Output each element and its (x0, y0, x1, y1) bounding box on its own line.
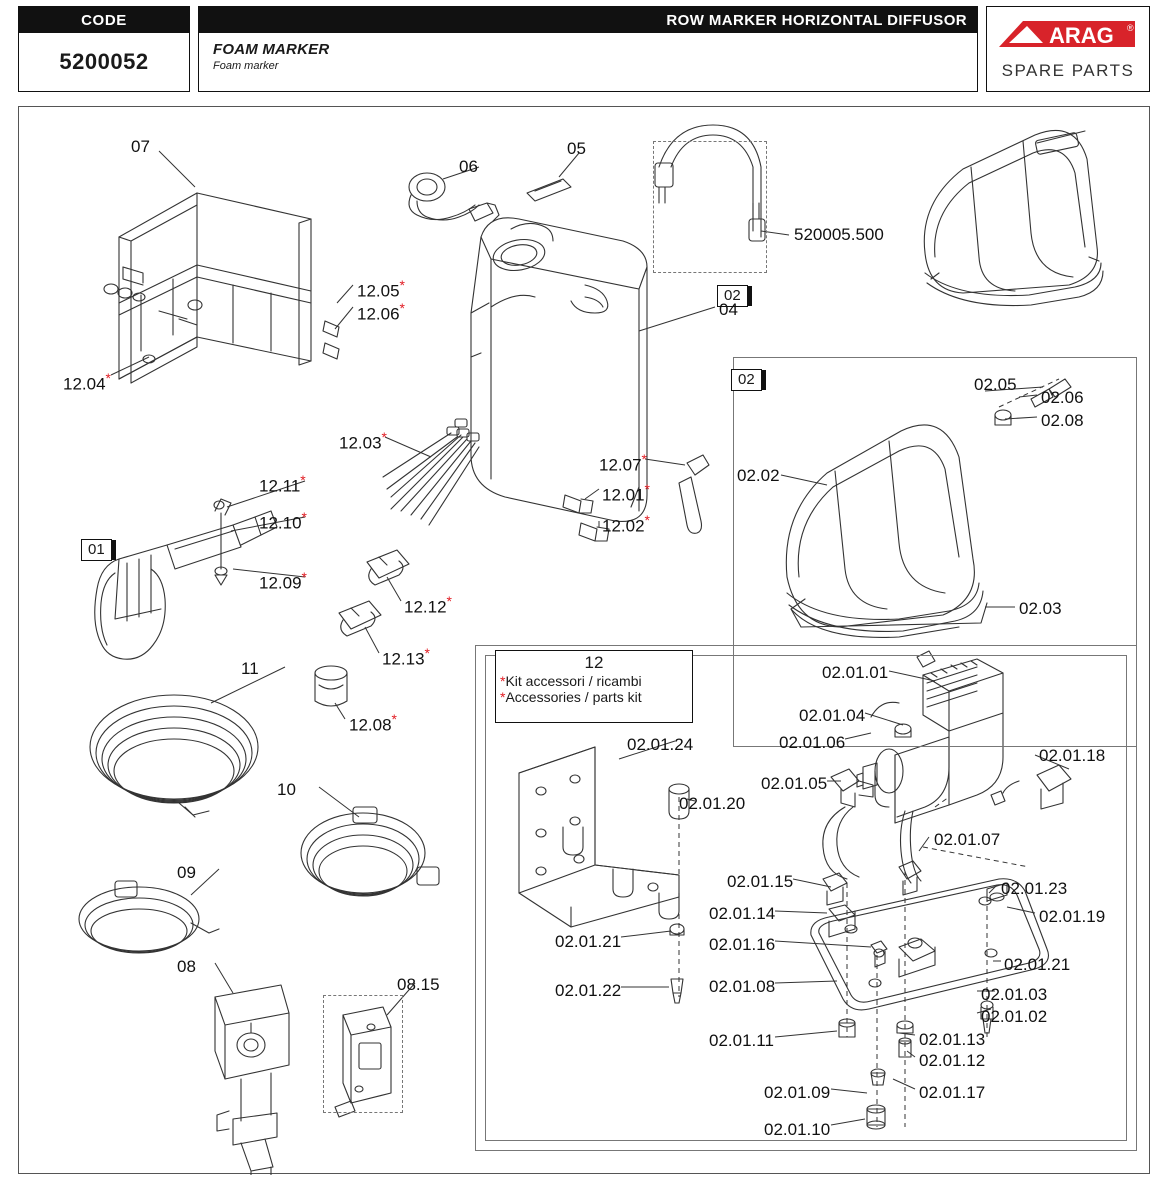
part-label-text: 05 (567, 139, 586, 158)
part-label-text: 02.01.06 (779, 733, 846, 752)
part-label-520005-500 (794, 225, 884, 245)
kit-line-it (496, 673, 692, 689)
kit-520005-500-box (653, 141, 767, 273)
code-box (18, 6, 190, 92)
kit-asterisk-icon: * (381, 429, 387, 445)
part-label-02-01-14 (709, 904, 775, 924)
part-label-08-15 (397, 975, 440, 995)
kit-asterisk-it: * (500, 673, 506, 689)
part-label-text: 02.01.18 (1039, 746, 1106, 765)
part-label-text: 02.01.16 (709, 935, 776, 954)
part-label-text: 02.01.14 (709, 904, 776, 923)
group-tag-02-detail: 02 (731, 369, 762, 391)
part-label-02-01-09 (764, 1083, 830, 1103)
part-label-text: 02.01.04 (799, 706, 866, 725)
part-label-text: 12.04 (63, 374, 106, 394)
part-label-text: 02.01.17 (919, 1083, 986, 1102)
kit-08-15-box (323, 995, 403, 1113)
part-label-02-01-11 (709, 1031, 774, 1051)
part-label-02-03 (1019, 599, 1062, 619)
part-12-07-tip (679, 455, 709, 533)
part-05-plate (527, 179, 571, 201)
kit-line-en (496, 689, 692, 705)
part-label-text: 02.01.12 (919, 1051, 986, 1070)
part-label-text: 02.03 (1019, 599, 1062, 618)
part-09-coil (79, 881, 219, 953)
part-label-08 (177, 957, 196, 977)
part-label-02-01-21 (1004, 955, 1070, 975)
part-label-text: 02.01.03 (981, 985, 1048, 1004)
part-label-text: 02.01.21 (1004, 955, 1071, 974)
part-label-12-11 (259, 472, 306, 497)
part-label-text: 02.01.15 (727, 872, 794, 891)
part-label-12-09 (259, 569, 307, 594)
brand-box (986, 6, 1150, 92)
part-label-text: 02.01.02 (981, 1007, 1048, 1026)
part-label-12-06 (357, 300, 405, 325)
part-label-text: 02.01.22 (555, 981, 622, 1000)
part-label-02-01-24 (627, 735, 693, 755)
kit-asterisk-en: * (500, 689, 506, 705)
part-label-12-07 (599, 451, 647, 476)
part-label-02-02 (737, 466, 780, 486)
svg-text:®: ® (1127, 23, 1134, 33)
part-label-12-10 (259, 509, 307, 534)
part-label-text: 02.01.07 (934, 830, 1001, 849)
part-label-02-01-16 (709, 935, 775, 955)
kit-line-en-text: Accessories / parts kit (505, 689, 642, 705)
part-label-text: 02.01.09 (764, 1083, 831, 1102)
kit-asterisk-icon: * (105, 370, 111, 386)
part-label-text: 12.13 (382, 649, 425, 669)
part-10-coil (301, 807, 439, 896)
kit-asterisk-icon: * (391, 711, 397, 727)
part-label-text: 07 (131, 137, 150, 156)
part-label-text: 12.06 (357, 304, 400, 324)
part-label-02-01-06 (779, 733, 845, 753)
part-label-text: 02.01.20 (679, 794, 746, 813)
part-label-text: 02.01.13 (919, 1030, 986, 1049)
part-label-text: 11 (241, 659, 259, 678)
part-label-text: 02.02 (737, 466, 780, 485)
part-label-text: 02.06 (1041, 388, 1084, 407)
part-label-02-08 (1041, 411, 1084, 431)
part-label-05 (567, 139, 586, 159)
part-label-09 (177, 863, 196, 883)
part-label-text: 12.11 (259, 476, 301, 496)
part-label-text: 02.01.19 (1039, 907, 1106, 926)
kit-asterisk-icon: * (644, 512, 650, 528)
part-07-cage (104, 191, 339, 407)
part-name-block (199, 33, 977, 72)
part-label-02-01-20 (679, 794, 745, 814)
kit-asterisk-icon: * (301, 569, 307, 585)
part-label-text: 02.01.23 (1001, 879, 1068, 898)
kit-asterisk-icon: * (301, 509, 307, 525)
kit-asterisk-icon: * (644, 481, 650, 497)
kit-asterisk-icon: * (300, 472, 306, 488)
part-label-02-01-21 (555, 932, 621, 952)
code-value: 5200052 (59, 49, 149, 74)
part-label-02-05 (974, 375, 1017, 395)
part-label-02-01-01 (822, 663, 888, 683)
part-label-text: 02.01.24 (627, 735, 694, 754)
document-header (18, 6, 1150, 94)
kit-asterisk-icon: * (424, 645, 430, 661)
part-label-02-01-19 (1039, 907, 1105, 927)
part-06-cap (409, 173, 499, 221)
part-label-text: 04 (719, 300, 738, 319)
part-label-02-01-13 (919, 1030, 985, 1050)
kit-asterisk-icon: * (399, 277, 405, 293)
part-label-text: 09 (177, 863, 196, 882)
part-02-cover-top (924, 130, 1103, 305)
brand-subtitle: SPARE PARTS (1001, 61, 1135, 80)
part-label-text: 02.08 (1041, 411, 1084, 430)
part-12-03-ties (383, 419, 479, 525)
part-label-02-01-22 (555, 981, 621, 1001)
part-label-02-01-15 (727, 872, 793, 892)
part-label-text: 12.05 (357, 281, 400, 301)
part-label-text: 02.01.11 (709, 1031, 774, 1050)
part-label-12-12 (404, 593, 452, 618)
part-label-text: 08 (177, 957, 196, 976)
part-label-text: 02.01.10 (764, 1120, 831, 1139)
part-label-text: 06 (459, 157, 478, 176)
part-12-12-13-clamps (339, 550, 409, 636)
part-label-10 (277, 780, 296, 800)
part-12-08-bush (315, 666, 347, 706)
part-label-text: 12.02 (602, 516, 645, 536)
part-label-text: 520005.500 (794, 225, 884, 244)
part-label-text: 02.01.21 (555, 932, 622, 951)
part-label-07 (131, 137, 150, 157)
part-label-12-03 (339, 429, 387, 454)
part-label-06 (459, 157, 478, 177)
kit-asterisk-icon: * (399, 300, 405, 316)
part-label-02-01-17 (919, 1083, 985, 1103)
kit-asterisk-icon: * (446, 593, 452, 609)
group-tag-02-top: 02 (717, 285, 748, 307)
exploded-view-frame (18, 106, 1150, 1174)
part-label-02-01-23 (1001, 879, 1067, 899)
part-label-04 (719, 300, 738, 320)
part-11-coil (90, 695, 258, 817)
part-label-12-01 (602, 481, 650, 506)
part-label-text: 12.12 (404, 597, 447, 617)
part-label-02-01-05 (761, 774, 827, 794)
part-label-11 (241, 659, 259, 679)
part-label-text: 12.01 (602, 485, 645, 505)
group-tag-01: 01 (81, 539, 112, 561)
part-label-text: 10 (277, 780, 296, 799)
part-01-nozzle (95, 499, 277, 659)
part-name: FOAM MARKER (213, 41, 330, 58)
part-subname: Foam marker (213, 60, 279, 72)
kit-line-it-text: Kit accessori / ricambi (505, 673, 642, 689)
part-label-12-02 (602, 512, 650, 537)
title-box (198, 6, 978, 92)
part-04-tank (471, 218, 647, 522)
part-label-02-01-08 (709, 977, 775, 997)
part-label-02-01-02 (981, 1007, 1047, 1027)
arag-logo-icon (997, 17, 1139, 53)
part-label-02-06 (1041, 388, 1084, 408)
part-label-text: 02.01.01 (822, 663, 889, 682)
kit-number: 12 (584, 653, 604, 672)
part-08-unit (215, 985, 289, 1175)
part-label-text: 08.15 (397, 975, 440, 994)
part-label-text: 12.08 (349, 715, 392, 735)
drawing-canvas (19, 107, 1151, 1175)
part-label-12-05 (357, 277, 405, 302)
part-label-text: 02.05 (974, 375, 1017, 394)
part-label-text: 02.01.05 (761, 774, 828, 793)
kit-legend-box (495, 650, 693, 723)
part-label-text: 12.07 (599, 455, 642, 475)
part-label-text: 12.09 (259, 573, 302, 593)
part-label-02-01-12 (919, 1051, 985, 1071)
svg-text:ARAG: ARAG (1049, 23, 1114, 48)
part-label-02-01-10 (764, 1120, 830, 1140)
part-label-02-01-18 (1039, 746, 1105, 766)
part-label-02-01-03 (981, 985, 1047, 1005)
part-label-12-08 (349, 711, 397, 736)
part-label-text: 12.10 (259, 513, 302, 533)
part-label-text: 02.01.08 (709, 977, 776, 996)
document-title: ROW MARKER HORIZONTAL DIFFUSOR (199, 7, 977, 33)
part-label-12-04 (63, 370, 111, 395)
part-label-text: 12.03 (339, 433, 382, 453)
code-title: CODE (19, 7, 189, 33)
kit-asterisk-icon: * (641, 451, 647, 467)
part-label-02-01-07 (934, 830, 1000, 850)
part-label-12-13 (382, 645, 430, 670)
part-label-02-01-04 (799, 706, 865, 726)
